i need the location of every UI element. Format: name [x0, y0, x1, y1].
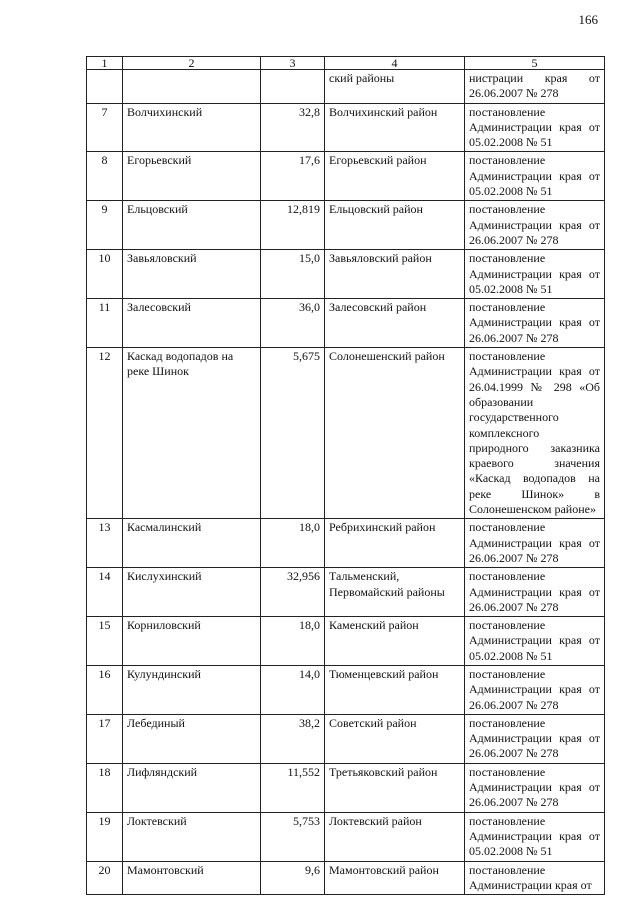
- legal-document: постановление Администрации края от 26.04.1999 № 298 «Об образовании государственного комплексного природного заказника краевого значения «Каскад водопадов на реке Шинок» в Солонешенском районе»: [465, 348, 605, 519]
- area-value: 5,675: [261, 348, 325, 519]
- table-row: [87, 250, 605, 299]
- area-value: 36,0: [261, 299, 325, 348]
- area-value: 9,6: [261, 861, 325, 895]
- table-row: [87, 299, 605, 348]
- table-row: [87, 152, 605, 201]
- district-name: Залесовский район: [325, 299, 465, 348]
- row-number: 12: [87, 348, 123, 519]
- legal-document: постановление Администрации края от 26.06.2007 № 278: [465, 299, 605, 348]
- page-number: 166: [578, 12, 598, 27]
- legal-document: постановление Администрации края от 26.06.2007 № 278: [465, 201, 605, 250]
- district-name: Тюменцевский район: [325, 665, 465, 714]
- table-row: [87, 665, 605, 714]
- table-row: [87, 519, 605, 568]
- row-number: 7: [87, 103, 123, 152]
- table-row: [87, 348, 605, 519]
- column-number-row: [87, 57, 605, 70]
- district-name: Ельцовский район: [325, 201, 465, 250]
- table-row: [87, 568, 605, 617]
- legal-document: постановление Администрации края от 05.02.2008 № 51: [465, 103, 605, 152]
- table-row: [87, 201, 605, 250]
- area-value: 14,0: [261, 665, 325, 714]
- reserve-name: Егорьевский: [123, 152, 261, 201]
- area-value: 18,0: [261, 617, 325, 666]
- row-number: 18: [87, 763, 123, 812]
- table-row: [87, 70, 605, 104]
- legal-document: постановление Администрации края от 26.06.2007 № 278: [465, 568, 605, 617]
- legal-document: постановление Администрации края от 26.06.2007 № 278: [465, 714, 605, 763]
- area-value: 18,0: [261, 519, 325, 568]
- table-row: [87, 763, 605, 812]
- row-number: 20: [87, 861, 123, 895]
- reserve-name: Корниловский: [123, 617, 261, 666]
- row-number: 10: [87, 250, 123, 299]
- table-row: [87, 103, 605, 152]
- table-row: [87, 714, 605, 763]
- reserve-name: Мамонтовский: [123, 861, 261, 895]
- reserve-name: [123, 70, 261, 104]
- reserve-name: Волчихинский: [123, 103, 261, 152]
- reserve-name: Лебединый: [123, 714, 261, 763]
- row-number: 15: [87, 617, 123, 666]
- district-name: Мамонтовский район: [325, 861, 465, 895]
- row-number: [87, 70, 123, 104]
- area-value: 11,552: [261, 763, 325, 812]
- reserve-name: Залесовский: [123, 299, 261, 348]
- reserve-name: Завьяловский: [123, 250, 261, 299]
- column-header: 3: [261, 57, 325, 70]
- area-value: 15,0: [261, 250, 325, 299]
- row-number: 9: [87, 201, 123, 250]
- area-value: 12,819: [261, 201, 325, 250]
- district-name: Тальменский, Первомайский районы: [325, 568, 465, 617]
- reserve-name: Касмалинский: [123, 519, 261, 568]
- table-row: [87, 617, 605, 666]
- area-value: 32,8: [261, 103, 325, 152]
- district-name: Каменский район: [325, 617, 465, 666]
- legal-document: постановление Администрации края от 05.02.2008 № 51: [465, 250, 605, 299]
- district-name: Егорьевский район: [325, 152, 465, 201]
- area-value: 32,956: [261, 568, 325, 617]
- row-number: 17: [87, 714, 123, 763]
- legal-document: постановление Администрации края от: [465, 861, 605, 895]
- reserve-name: Каскад водопадов на реке Шинок: [123, 348, 261, 519]
- area-value: 17,6: [261, 152, 325, 201]
- reserve-name: Ельцовский: [123, 201, 261, 250]
- district-name: Ребрихинский район: [325, 519, 465, 568]
- district-name: Третьяковский район: [325, 763, 465, 812]
- table-row: [87, 812, 605, 861]
- area-value: 5,753: [261, 812, 325, 861]
- column-header: 4: [325, 57, 465, 70]
- legal-document: постановление Администрации края от 26.06.2007 № 278: [465, 519, 605, 568]
- district-name: Солонешенский район: [325, 348, 465, 519]
- reserve-name: Кислухинский: [123, 568, 261, 617]
- reserve-name: Лифляндский: [123, 763, 261, 812]
- legal-document: постановление Администрации края от 26.06.2007 № 278: [465, 763, 605, 812]
- reserves-table: [86, 56, 605, 895]
- district-name: Волчихинский район: [325, 103, 465, 152]
- row-number: 13: [87, 519, 123, 568]
- area-value: 38,2: [261, 714, 325, 763]
- table-row: [87, 861, 605, 895]
- district-name: ский районы: [325, 70, 465, 104]
- legal-document: постановление Администрации края от 05.02.2008 № 51: [465, 812, 605, 861]
- legal-document: нистрации края от 26.06.2007 № 278: [465, 70, 605, 104]
- district-name: Локтевский район: [325, 812, 465, 861]
- row-number: 11: [87, 299, 123, 348]
- district-name: Завьяловский район: [325, 250, 465, 299]
- row-number: 16: [87, 665, 123, 714]
- row-number: 8: [87, 152, 123, 201]
- reserve-name: Кулундинский: [123, 665, 261, 714]
- row-number: 19: [87, 812, 123, 861]
- column-header: 5: [465, 57, 605, 70]
- row-number: 14: [87, 568, 123, 617]
- legal-document: постановление Администрации края от 05.02.2008 № 51: [465, 152, 605, 201]
- legal-document: постановление Администрации края от 05.02.2008 № 51: [465, 617, 605, 666]
- legal-document: постановление Администрации края от 26.06.2007 № 278: [465, 665, 605, 714]
- area-value: [261, 70, 325, 104]
- reserve-name: Локтевский: [123, 812, 261, 861]
- column-header: 2: [123, 57, 261, 70]
- column-header: 1: [87, 57, 123, 70]
- district-name: Советский район: [325, 714, 465, 763]
